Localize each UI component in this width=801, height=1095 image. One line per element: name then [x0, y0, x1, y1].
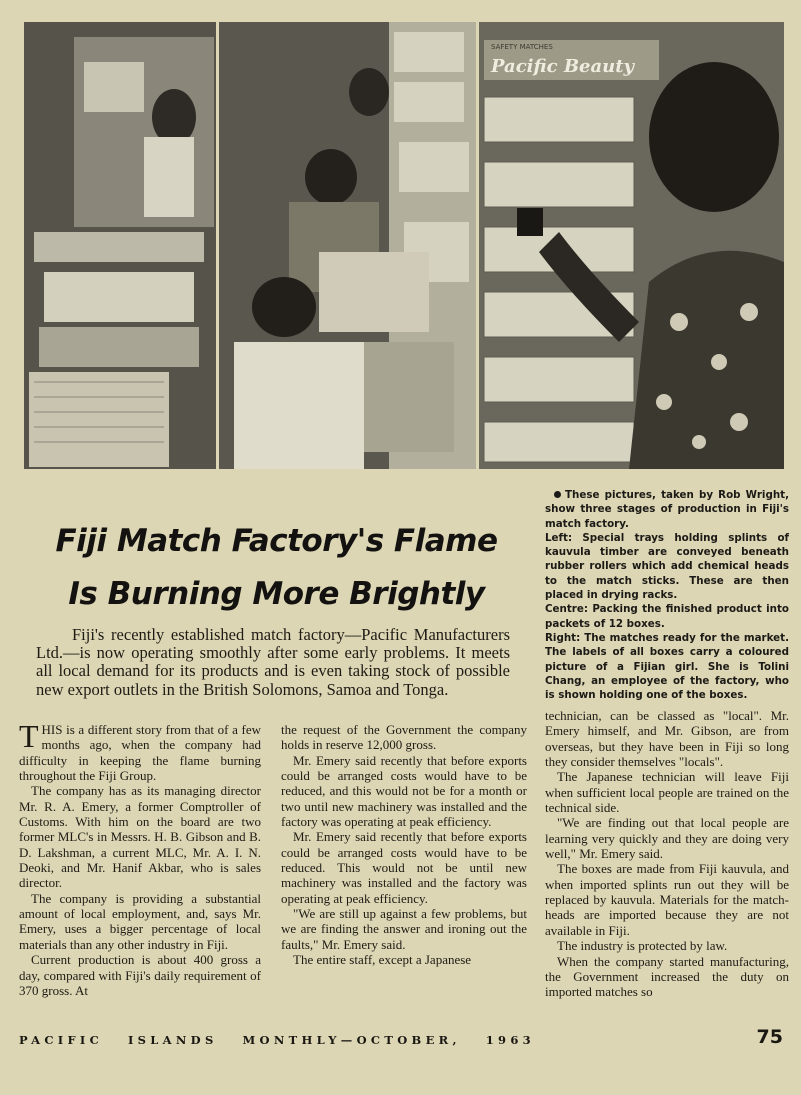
- paragraph: "We are still up against a few problems, but we are finding the answer and ironing out the faults," Mr. Emery said.: [281, 906, 527, 952]
- photo-left-drying-racks: [24, 22, 216, 469]
- paragraph: The boxes are made from Fiji kauvula, and when imported splints run out they will be replaced by kauvula. Materials for the match-heads are imported because they are not available in Fiji.: [545, 861, 789, 938]
- article-column-3: [545, 708, 789, 1000]
- page-footer: [19, 1026, 789, 1052]
- paragraph: the request of the Government the company holds in reserve 12,000 gross.: [281, 722, 527, 753]
- caption-centre: Centre: Packing the finished product into packets of 12 boxes.: [545, 603, 789, 630]
- paragraph: "We are finding out that local people are learning very quickly and they are doing very well," Mr. Emery said.: [545, 815, 789, 862]
- headline-line-1: Fiji Match Factory's Flame: [55, 523, 498, 559]
- page-number: 75: [756, 1026, 783, 1048]
- article-intro: Fiji's recently established match factory—Pacific Manufacturers Ltd.—is now operating smoothly after some early problems. It meets all local demand for its products and is even taking stock of possible new export outlets in the British Solomons, Samoa and Tonga.: [36, 625, 510, 699]
- photo-right-girl-matchbox: [479, 22, 784, 469]
- drop-cap: T: [19, 718, 39, 754]
- masthead: PACIFIC ISLANDS MONTHLY—OCTOBER, 1963: [19, 1033, 535, 1047]
- article-column-1: [19, 718, 261, 998]
- caption-lead: These pictures, taken by Rob Wright, show three stages of production in Fiji's match factory.: [545, 489, 789, 530]
- paragraph: Mr. Emery said recently that before exports could be arranged costs would have to be reduced. This would not be until new machinery was installed and the factory was operating at peak efficiency.: [281, 829, 527, 906]
- svg-text:SAFETY MATCHES: SAFETY MATCHES: [491, 43, 553, 51]
- paragraph: THIS is a different story from that of a few months ago, when the company had difficulty in keeping the flame burning throughout the Fiji Group.: [19, 718, 261, 784]
- paragraph: The entire staff, except a Japanese: [293, 952, 472, 968]
- paragraph: The Japanese technician will leave Fiji when sufficient local people are trained on the technical side.: [545, 769, 789, 816]
- bullet-icon: [554, 491, 561, 498]
- photo-caption: [545, 488, 789, 702]
- paragraph: When the company started manufacturing, the Government increased the duty on imported matches so: [545, 953, 789, 1000]
- caption-left: Left: Special trays holding splints of kauvula timber are conveyed beneath rubber rollers which add chemical heads to the match sticks. These are then placed in drying racks.: [545, 531, 789, 602]
- headline-line-2: Is Burning More Brightly: [68, 576, 485, 612]
- paragraph: The company has as its managing director Mr. R. A. Emery, a former Comptroller of Customs. With him on the board are two former MLC's in Messrs. H. B. Gibson and B. D. Lakshman, a current MLC, Mr. A. I. N. Deoki, and Mr. Hanif Akbar, who is sales director.: [19, 783, 261, 891]
- paragraph: The company is providing a substantial amount of local employment, and, says Mr. Emery, uses a bigger percentage of local materials than any other industry in Fiji.: [19, 890, 261, 952]
- svg-text:Pacific Beauty: Pacific Beauty: [491, 56, 635, 77]
- article-column-2: [281, 722, 527, 968]
- caption-right: Right: The matches ready for the market. The labels of all boxes carry a coloured picture of a Fijian girl. She is Tolini Chang, an employee of the factory, who is shown holding one of the boxes.: [545, 631, 789, 702]
- photo-strip: [24, 22, 784, 469]
- paragraph: Current production is about 400 gross a day, compared with Fiji's daily requirement of 370 gross. At: [19, 952, 261, 998]
- article-headline: [24, 515, 529, 621]
- paragraph: Mr. Emery said recently that before exports could be arranged costs would have to be reduced, and this would not be for a month or two until new machinery was installed and the factory was operating at peak efficiency.: [281, 752, 527, 830]
- paragraph: technician, can be classed as "local". Mr. Emery himself, and Mr. Gibson, are from overseas, but they have been in Fiji so long they consider themselves "locals".: [545, 708, 789, 770]
- photo-centre-packing: [219, 22, 476, 469]
- paragraph: The industry is protected by law.: [557, 938, 728, 954]
